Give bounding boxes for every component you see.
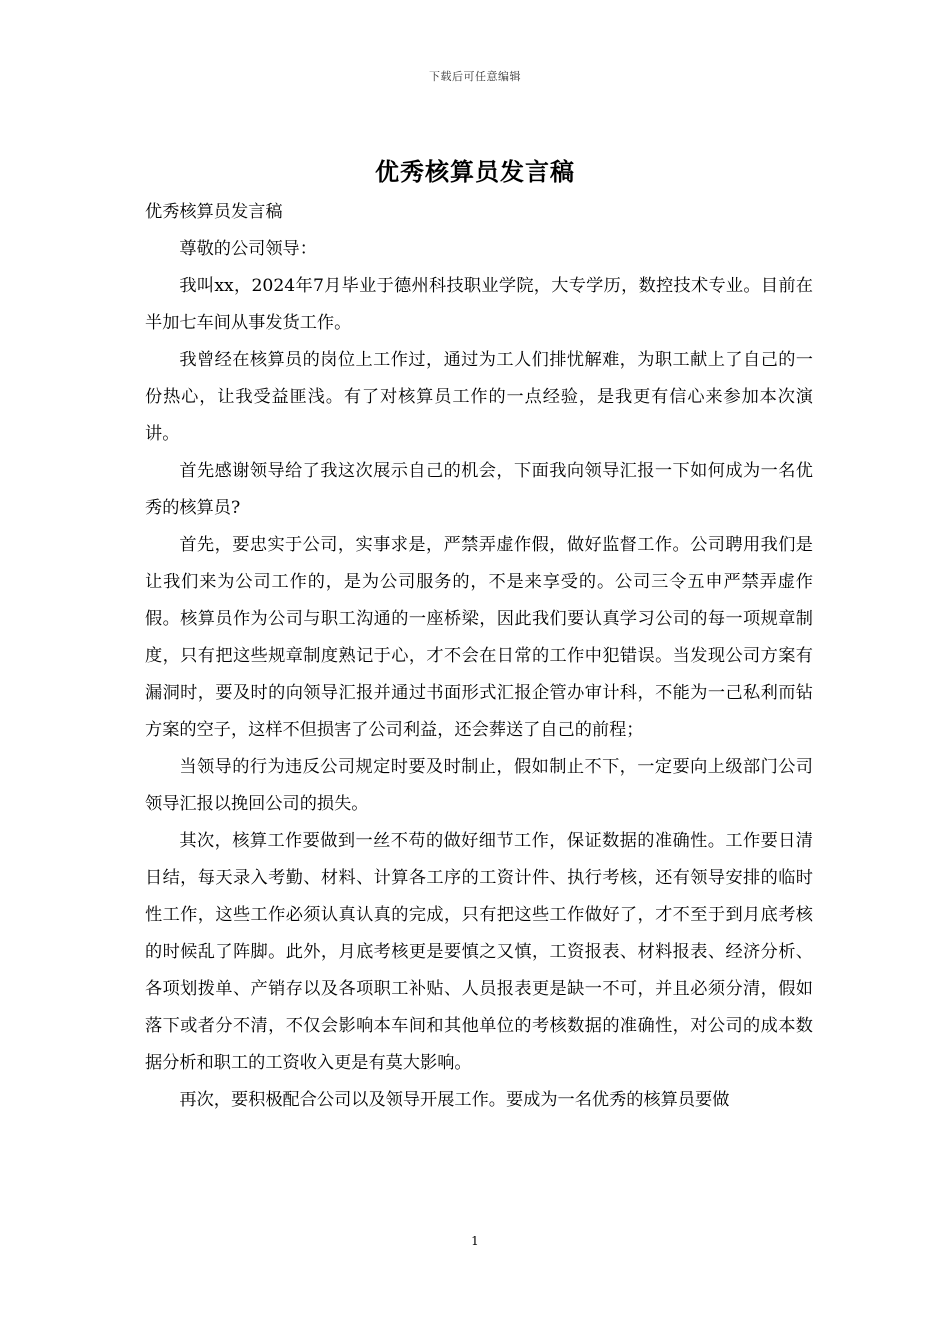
page-number: 1 — [471, 1234, 479, 1248]
body-paragraph: 我曾经在核算员的岗位上工作过，通过为工人们排忧解难，为职工献上了自己的一份热心，让我受益匪浅。有了对核算员工作的一点经验，是我更有信心来参加本次演讲。 — [145, 350, 813, 444]
body-paragraph: 首先，要忠实于公司，实事求是，严禁弄虚作假，做好监督工作。公司聘用我们是让我们来为公司工作的，是为公司服务的，不是来享受的。公司三令五申严禁弄虚作假。核算员作为公司与职工沟通的一座桥梁，因此我们要认真学习公司的每一项规章制度，只有把这些规章制度熟记于心，才不会在日常的工作中犯错误。当发现公司方案有漏洞时，要及时的向领导汇报并通过书面形式汇报企管办审计科，不能为一己私利而钻方案的空子，这样不但损害了公司利益，还会葬送了自己的前程； — [145, 535, 813, 740]
body-paragraph: 优秀核算员发言稿 — [145, 202, 283, 222]
document-title: 优秀核算员发言稿 — [375, 157, 575, 186]
body-paragraph: 再次，要积极配合公司以及领导开展工作。要成为一名优秀的核算员要做 — [179, 1090, 730, 1110]
body-paragraph: 首先感谢领导给了我这次展示自己的机会，下面我向领导汇报一下如何成为一名优秀的核算员? — [145, 461, 813, 518]
body-paragraph: 当领导的行为违反公司规定时要及时制止，假如制止不下，一定要向上级部门公司领导汇报以挽回公司的损失。 — [145, 757, 813, 814]
document-body — [145, 194, 813, 1119]
header-note: 下载后可任意编辑 — [429, 70, 521, 83]
body-paragraph: 尊敬的公司领导： — [179, 239, 317, 259]
body-paragraph: 我叫xx，2024年7月毕业于德州科技职业学院，大专学历，数控技术专业。目前在半加七车间从事发货工作。 — [145, 276, 813, 333]
body-paragraph: 其次，核算工作要做到一丝不苟的做好细节工作，保证数据的准确性。工作要日清日结，每天录入考勤、材料、计算各工序的工资计件、执行考核，还有领导安排的临时性工作，这些工作必须认真认真的完成，只有把这些工作做好了，才不至于到月底考核的时候乱了阵脚。此外，月底考核更是要慎之又慎，工资报表、材料报表、经济分析、各项划拨单、产销存以及各项职工补贴、人员报表更是缺一不可，并且必须分清，假如落下或者分不清，不仅会影响本车间和其他单位的考核数据的准确性，对公司的成本数据分析和职工的工资收入更是有莫大影响。 — [145, 831, 813, 1073]
